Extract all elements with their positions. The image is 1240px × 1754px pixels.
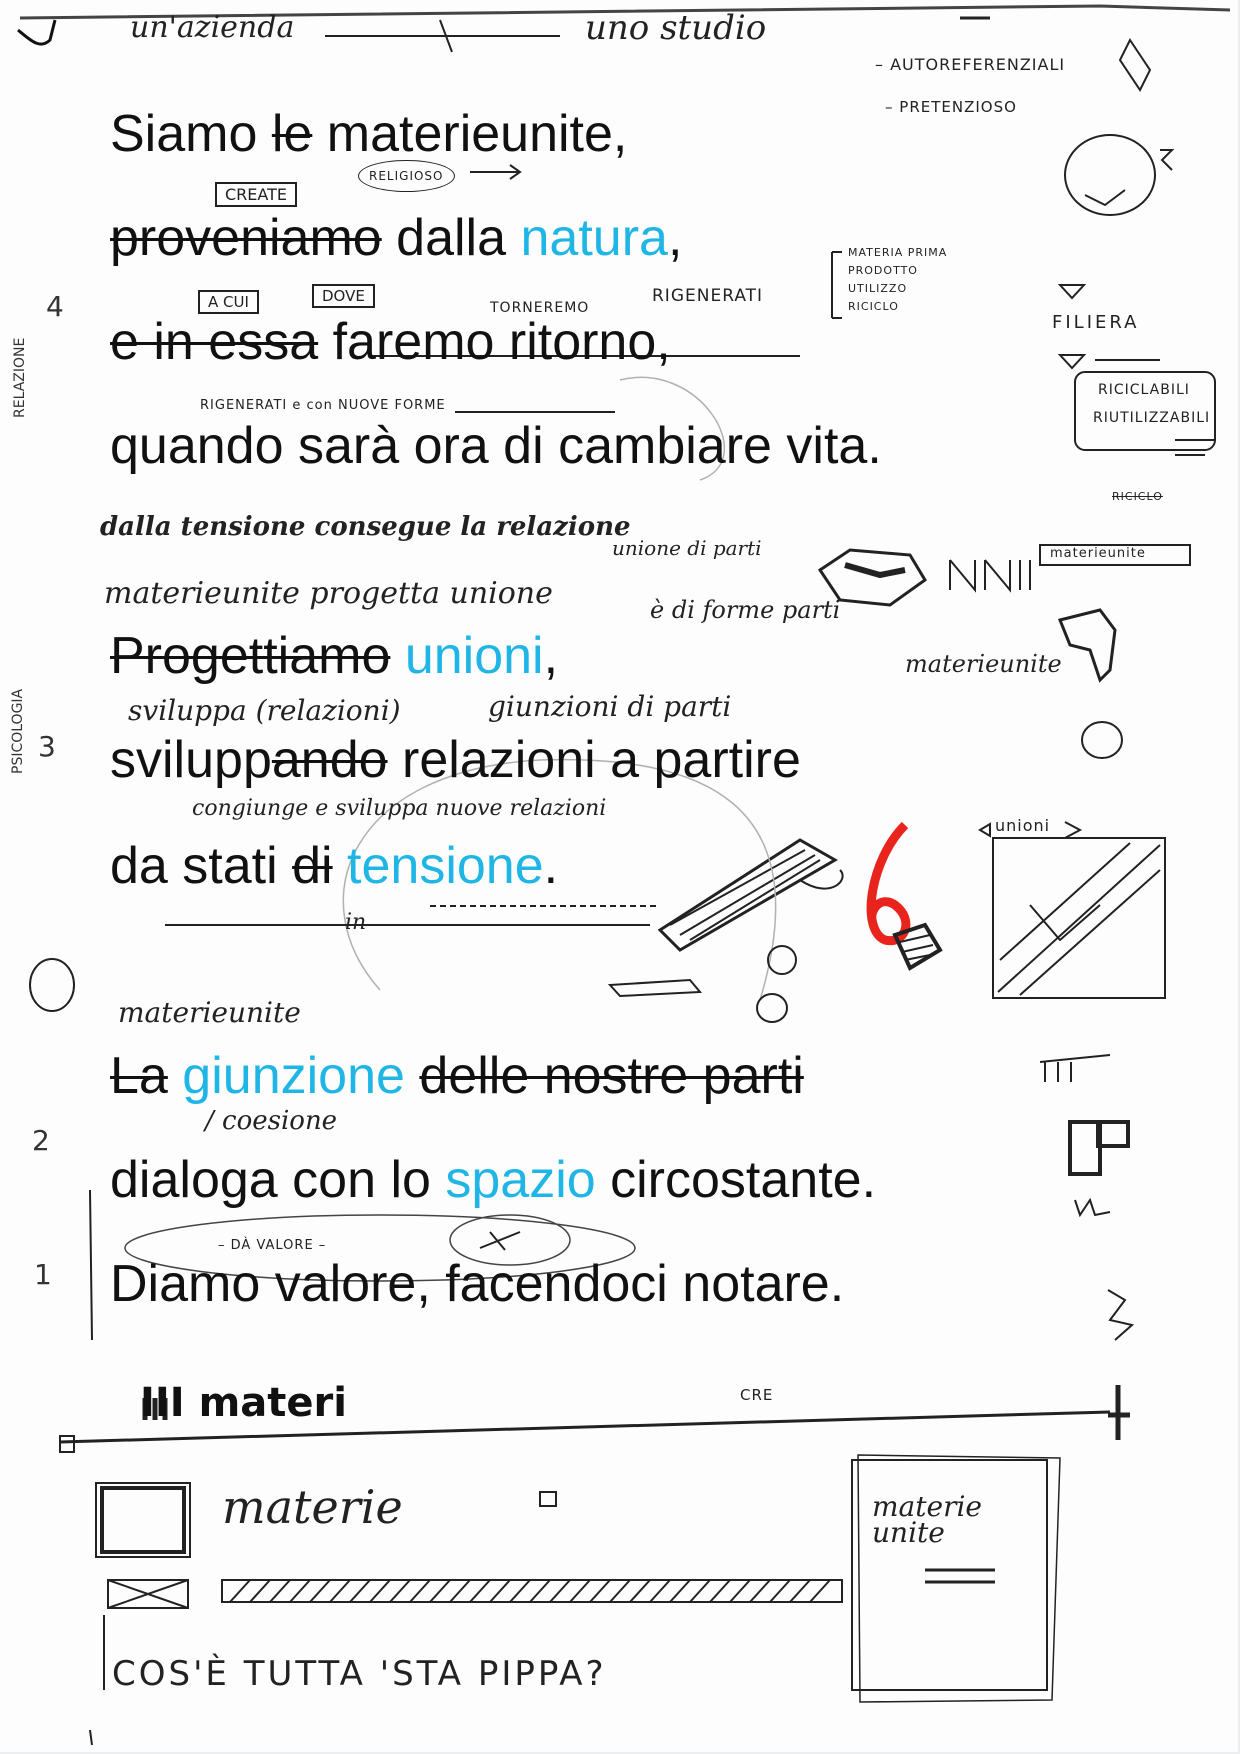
manifesto-line-2 <box>110 208 682 268</box>
text-circostante: circostante. <box>595 1151 877 1209</box>
text-progettiamo-struck: Progettiamo <box>110 627 391 685</box>
list-item: UTILIZZO <box>848 282 908 295</box>
note-riciclo-struck: RICICLO <box>1112 490 1163 503</box>
note-azienda: un'azienda <box>130 10 295 45</box>
text-delle-nostre-parti-struck: delle nostre parti <box>419 1047 804 1105</box>
note-cre: CRE <box>740 1386 774 1404</box>
keyword-tensione: tensione <box>347 837 544 895</box>
note-in: in <box>345 910 367 935</box>
list-item: MATERIA PRIMA <box>848 246 948 259</box>
manifesto-line-9 <box>110 1150 876 1210</box>
keyword-natura: natura <box>520 209 668 267</box>
note-dove-box: DOVE <box>312 284 375 308</box>
text-da-stati: da stati <box>110 837 293 895</box>
note-rigenerati: RIGENERATI <box>652 286 764 306</box>
note-create-box: CREATE <box>215 182 297 207</box>
note-materie: materie <box>222 1480 403 1534</box>
note-congiunge: congiunge e sviluppa nuove relazioni <box>192 796 607 821</box>
note-a-cui-box: A CUI <box>198 290 259 314</box>
note-unione-parti: unione di parti <box>612 536 762 560</box>
note-materieunite-mid: materieunite <box>118 996 301 1029</box>
text-di-struck: di <box>292 837 333 895</box>
note-giunzioni: giunzioni di parti <box>488 690 732 723</box>
text-siamo: Siamo <box>110 105 272 163</box>
manifesto-line-1 <box>110 104 627 164</box>
manifesto-line-3 <box>110 312 671 372</box>
space <box>168 1047 182 1105</box>
manifesto-line-5 <box>110 626 558 686</box>
note-religioso-bubble: RELIGIOSO <box>358 160 455 192</box>
margin-number-1: 1 <box>34 1258 52 1291</box>
note-progetta-unione: materieunite progetta unione <box>104 576 553 611</box>
keyword-spazio: spazio <box>445 1151 596 1209</box>
note-mu-box: materieunite <box>1050 546 1146 561</box>
materi-logo: III materi <box>140 1380 347 1426</box>
keyword-giunzione: giunzione <box>182 1047 405 1105</box>
note-pretenzioso: – PRETENZIOSO <box>885 98 1017 116</box>
text-le-struck: le <box>271 105 313 163</box>
note-filiera: FILIERA <box>1052 312 1140 333</box>
list-item: RICICLO <box>848 300 899 313</box>
text-period: . <box>543 837 559 895</box>
note-sviluppa-relazioni: sviluppa (relazioni) <box>128 694 401 727</box>
note-materie-unite-box: materie unite <box>872 1490 982 1549</box>
text-ando-struck: ando <box>271 731 388 789</box>
margin-relazione: RELAZIONE <box>12 337 28 418</box>
note-riciclabili: RICICLABILI <box>1098 382 1190 398</box>
note-torneremo: TORNEREMO <box>490 300 590 316</box>
manifesto-line-10: Diamo valore, facendoci notare. <box>110 1255 845 1313</box>
text-la-struck: La <box>110 1047 168 1105</box>
margin-number-2: 2 <box>32 1124 50 1157</box>
note-forme-parti: è di forme parti <box>650 596 841 624</box>
text-relazioni: relazioni a partire <box>387 731 801 789</box>
note-materia-list <box>848 244 947 316</box>
list-item: PRODOTTO <box>848 264 918 277</box>
space <box>333 837 347 895</box>
note-cose-tutta-pippa: COS'È TUTTA 'STA PIPPA? <box>112 1654 607 1694</box>
manifesto-line-6 <box>110 730 801 790</box>
text-in-essa-struck: e in essa <box>110 313 319 371</box>
keyword-unioni: unioni <box>404 627 544 685</box>
margin-psicologia: PSICOLOGIA <box>10 688 26 774</box>
manifesto-line-4: quando sarà ora di cambiare vita. <box>110 417 882 475</box>
space <box>390 627 404 685</box>
note-rigenerati-forme: RIGENERATI e con NUOVE FORME <box>200 398 446 413</box>
note-unioni-label: unioni <box>995 816 1051 835</box>
text-dalla: dalla <box>381 209 521 267</box>
text-comma: , <box>667 209 683 267</box>
text-proveniamo-struck: proveniamo <box>110 209 382 267</box>
note-autoreferenziali: – AUTOREFERENZIALI <box>875 55 1066 74</box>
manifesto-line-8 <box>110 1046 804 1106</box>
note-tensione-relazione: dalla tensione consegue la relazione <box>100 512 631 542</box>
note-coesione: / coesione <box>205 1106 338 1136</box>
margin-number-3: 3 <box>38 730 56 763</box>
space <box>405 1047 419 1105</box>
note-studio: uno studio <box>585 8 767 48</box>
text-dialoga: dialoga con lo <box>110 1151 446 1209</box>
note-materieunite-right: materieunite <box>905 650 1062 678</box>
manifesto-line-7 <box>110 836 558 896</box>
margin-number-4: 4 <box>46 290 64 323</box>
text-materieunite: materieunite, <box>312 105 628 163</box>
text-comma: , <box>543 627 559 685</box>
note-da-valore: – DÀ VALORE – <box>218 1238 327 1253</box>
text-svilupp: svilupp <box>110 731 272 789</box>
text-faremo-ritorno: faremo ritorno, <box>318 313 671 371</box>
note-riutilizzabili: RIUTILIZZABILI <box>1093 410 1211 426</box>
